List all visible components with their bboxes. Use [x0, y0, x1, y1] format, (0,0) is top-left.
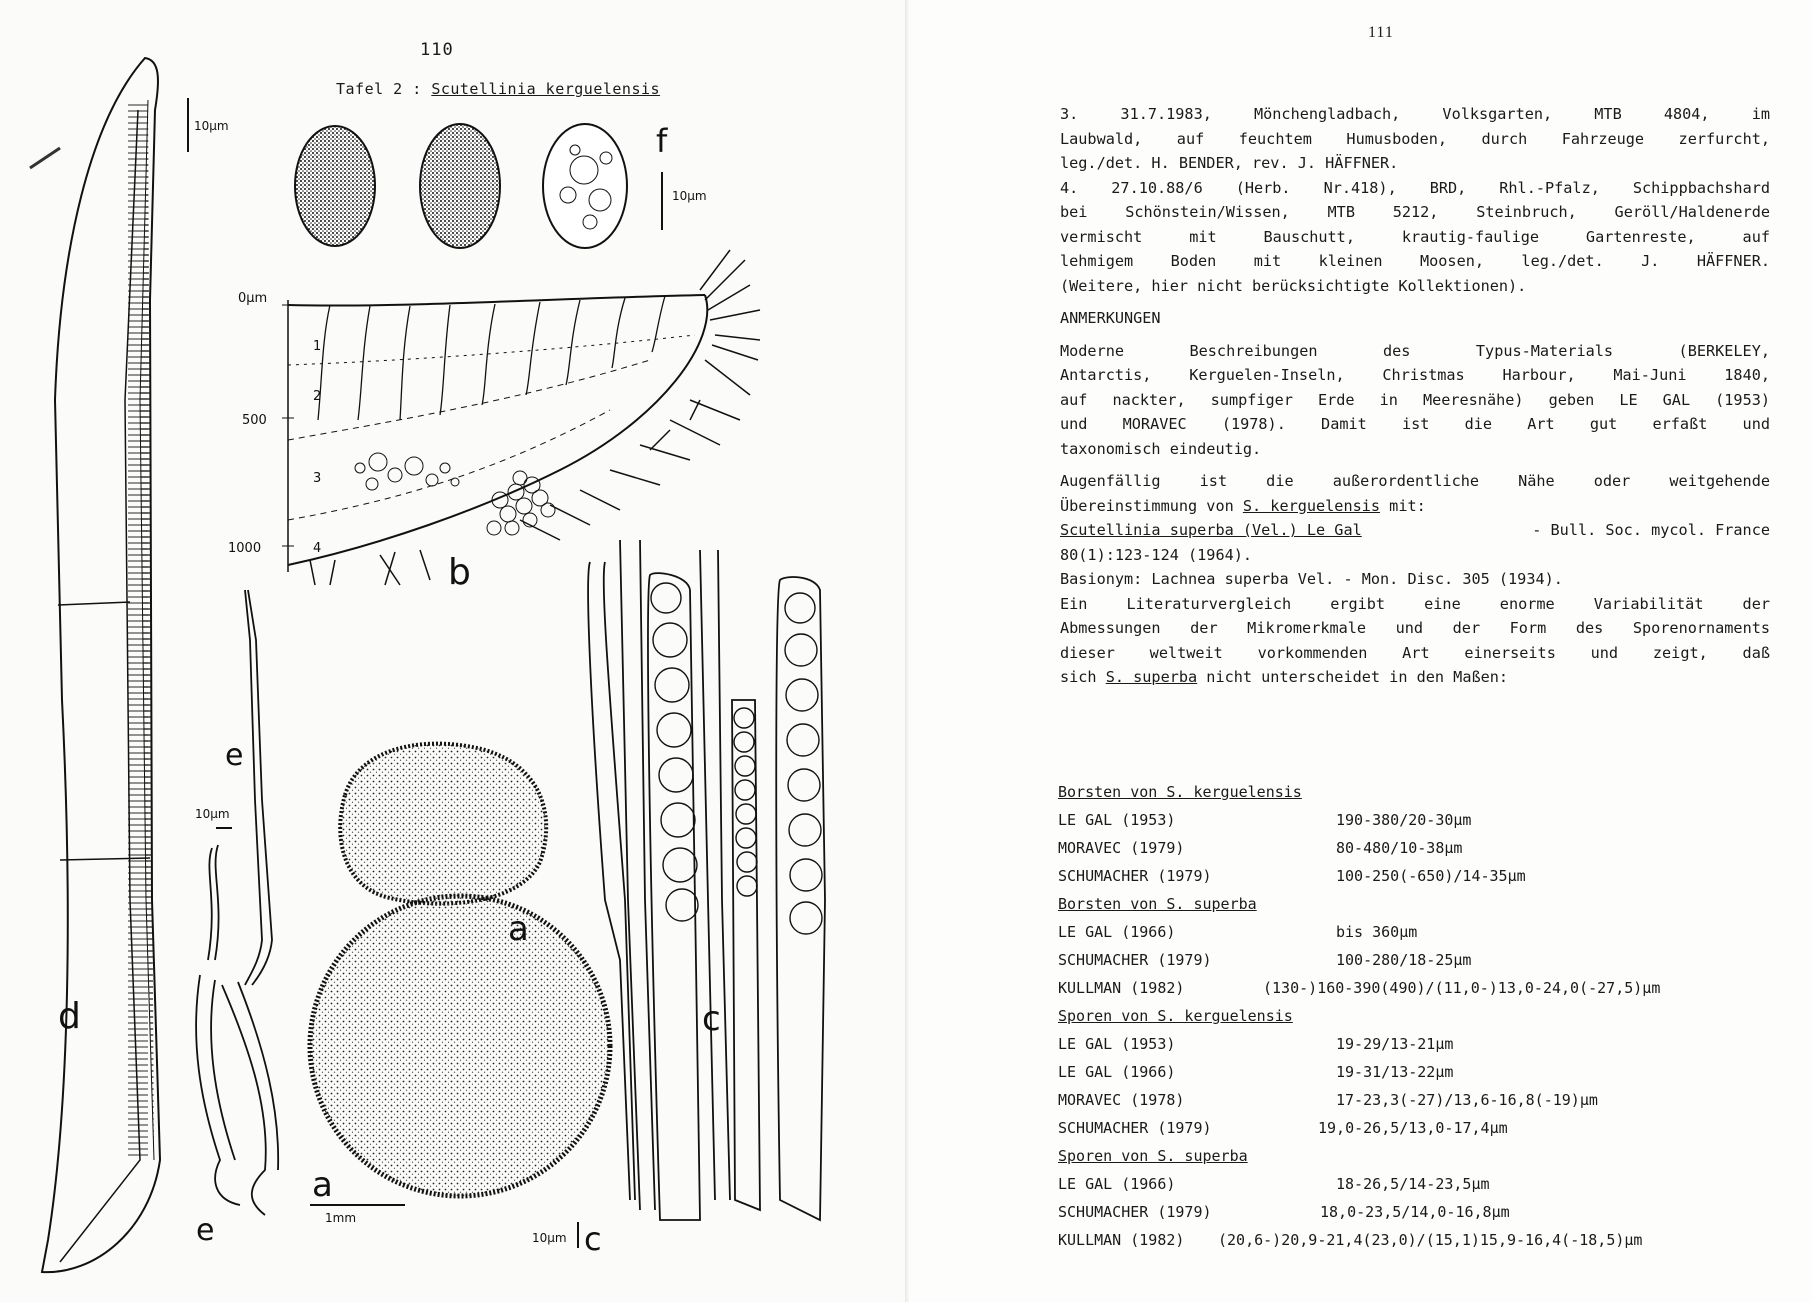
para1-line-2: Antarctis, Kerguelen-Inseln, Christmas Harbour, Mai-Juni 1840,: [1060, 366, 1770, 384]
label-e-1: e: [225, 738, 244, 773]
figure-b-section: [282, 250, 760, 585]
layer-1: 1: [313, 339, 322, 354]
record-4-line-3: vermischt mit Bauschutt, krautig-faulige Gartenreste, auf: [1060, 227, 1770, 246]
figure-a-apothecia: [310, 744, 610, 1196]
label-e-2: e: [196, 1213, 215, 1248]
table-row: MORAVEC (1979) 80-480/10-38µm: [1058, 839, 1463, 857]
scale-e-label: 10µm: [195, 807, 230, 821]
para3-line-2: Abmessungen der Mikromerkmale und der Form des Sporenornaments: [1060, 619, 1770, 637]
scale-bar-e: [195, 807, 232, 828]
para3-line-1: Ein Literaturvergleich ergibt eine enorme Variabilität der: [1060, 594, 1770, 613]
para2-suffix: mit:: [1380, 496, 1426, 515]
record-4-line-1: 4. 27.10.88/6 (Herb. Nr.418), BRD, Rhl.-Pfalz, Schippbachshard: [1060, 178, 1770, 197]
table-row: LE GAL (1966) bis 360µm: [1058, 923, 1418, 941]
scale-bar-c: [532, 1222, 578, 1248]
table-row: SCHUMACHER (1979) 19,0-26,5/13,0-17,4µm: [1058, 1119, 1508, 1137]
record-4-line-5: (Weitere, hier nicht berücksichtigte Kollektionen).: [1060, 276, 1527, 295]
para1-line-3: auf nackter, sumpfiger Erde in Meeresnähe) geben LE GAL (1953): [1060, 390, 1770, 409]
figure-c-asci: [588, 540, 825, 1220]
table-row: LE GAL (1966) 19-31/13-22µm: [1058, 1063, 1454, 1081]
scale-bar-d: [188, 98, 229, 152]
para1-line-4: und MORAVEC (1978). Damit ist die Art gut erfaßt und: [1060, 415, 1770, 433]
layer-3: 3: [313, 471, 322, 486]
table-4-title: Sporen von S. superba: [1058, 1147, 1248, 1165]
table-row: SCHUMACHER (1979) 100-250(-650)/14-35µm: [1058, 867, 1526, 885]
label-a-2: a: [312, 1165, 333, 1205]
table-row: LE GAL (1953) 190-380/20-30µm: [1058, 811, 1472, 829]
para1-line-1: Moderne Beschreibungen des Typus-Materials (BERKELEY,: [1060, 341, 1770, 360]
depth-tick-1000: 1000: [228, 541, 262, 556]
layer-2: 2: [313, 389, 322, 404]
label-f: f: [656, 122, 668, 160]
record-3-line-2: Laubwald, auf feuchtem Humusboden, durch Fahrzeuge zerfurcht,: [1060, 129, 1770, 148]
right-page-number: 111: [1368, 24, 1394, 41]
table-3-title: Sporen von S. kerguelensis: [1058, 1007, 1293, 1025]
para2-line-1: Augenfällig ist die außerordentliche Nähe oder weitgehende: [1060, 472, 1770, 490]
figure-e-hairs: [196, 590, 278, 1215]
synonym-name: Scutellinia superba (Vel.) Le Gal: [1060, 521, 1362, 539]
figure-f-spores: [295, 124, 627, 248]
record-3-line-3: leg./det. H. BENDER, rev. J. HÄFFNER.: [1060, 154, 1399, 172]
table-1-title: Borsten von S. kerguelensis: [1058, 783, 1302, 801]
label-c: c: [702, 999, 721, 1039]
synonym-line: [1060, 518, 1770, 543]
label-c-scale: c: [584, 1220, 602, 1258]
scale-bar-f: [662, 172, 707, 230]
table-row: LE GAL (1953) 19-29/13-21µm: [1058, 1035, 1454, 1053]
collection-records: [1060, 102, 1770, 690]
para2-species: S. kerguelensis: [1242, 496, 1381, 515]
scale-f-label: 10µm: [672, 189, 707, 203]
label-b: b: [448, 552, 471, 593]
plate-title-prefix: Tafel 2 :: [336, 80, 432, 98]
para3-species: S. superba: [1105, 668, 1198, 686]
left-page-number: 110: [420, 40, 454, 60]
scale-c-label: 10µm: [532, 1231, 567, 1245]
synonym-ref: - Bull. Soc. mycol. France: [1532, 521, 1770, 539]
label-a-1: a: [508, 909, 529, 949]
para3-suffix: nicht unterscheidet in den Maßen:: [1197, 668, 1509, 686]
depth-tick-0: 0µm: [238, 291, 268, 306]
basionym-line: Basionym: Lachnea superba Vel. - Mon. Disc. 305 (1934).: [1060, 570, 1563, 588]
table-row: LE GAL (1966) 18-26,5/14-23,5µm: [1058, 1175, 1490, 1193]
record-4-line-2: bei Schönstein/Wissen, MTB 5212, Steinbruch, Geröll/Haldenerde: [1060, 203, 1770, 221]
table-row: SCHUMACHER (1979) 100-280/18-25µm: [1058, 951, 1472, 969]
measurement-tables: [1058, 778, 1778, 1254]
table-row: MORAVEC (1978) 17-23,3(-27)/13,6-16,8(-19)µm: [1058, 1091, 1598, 1109]
record-3-line-1: 3. 31.7.1983, Mönchengladbach, Volksgarten, MTB 4804, im: [1060, 105, 1770, 123]
scale-a-label: 1mm: [325, 1211, 357, 1225]
para3-line-3: dieser weltweit vorkommenden Art einerseits und zeigt, daß: [1060, 643, 1770, 662]
para3-line-4: [1060, 665, 1770, 690]
plate-title-species: Scutellinia kerguelensis: [431, 80, 661, 98]
table-row: KULLMAN (1982) (130-)160-390(490)/(11,0-)13,0-24,0(-27,5)µm: [1058, 979, 1661, 997]
para2-line-2: [1060, 494, 1770, 519]
scale-bar-a: [310, 1205, 405, 1225]
label-d: d: [58, 996, 81, 1037]
section-heading-anmerkungen: ANMERKUNGEN: [1060, 309, 1161, 327]
figure-d-seta: [30, 58, 160, 1272]
depth-tick-500: 500: [242, 413, 267, 428]
table-2-title: Borsten von S. superba: [1058, 895, 1257, 913]
para3-prefix: sich: [1060, 668, 1106, 686]
para2-prefix: Übereinstimmung von: [1060, 496, 1243, 515]
synonym-ref-2: 80(1):123-124 (1964).: [1060, 545, 1253, 564]
table-row: KULLMAN (1982) (20,6-)20,9-21,4(23,0)/(15,1)15,9-16,4(-18,5)µm: [1058, 1231, 1643, 1249]
layer-4: 4: [313, 541, 322, 556]
para1-line-5: taxonomisch eindeutig.: [1060, 439, 1262, 458]
table-row: SCHUMACHER (1979) 18,0-23,5/14,0-16,8µm: [1058, 1203, 1510, 1221]
scale-d-label: 10µm: [194, 119, 229, 133]
record-4-line-4: lehmigem Boden mit kleinen Moosen, leg./det. J. HÄFFNER.: [1060, 252, 1770, 270]
